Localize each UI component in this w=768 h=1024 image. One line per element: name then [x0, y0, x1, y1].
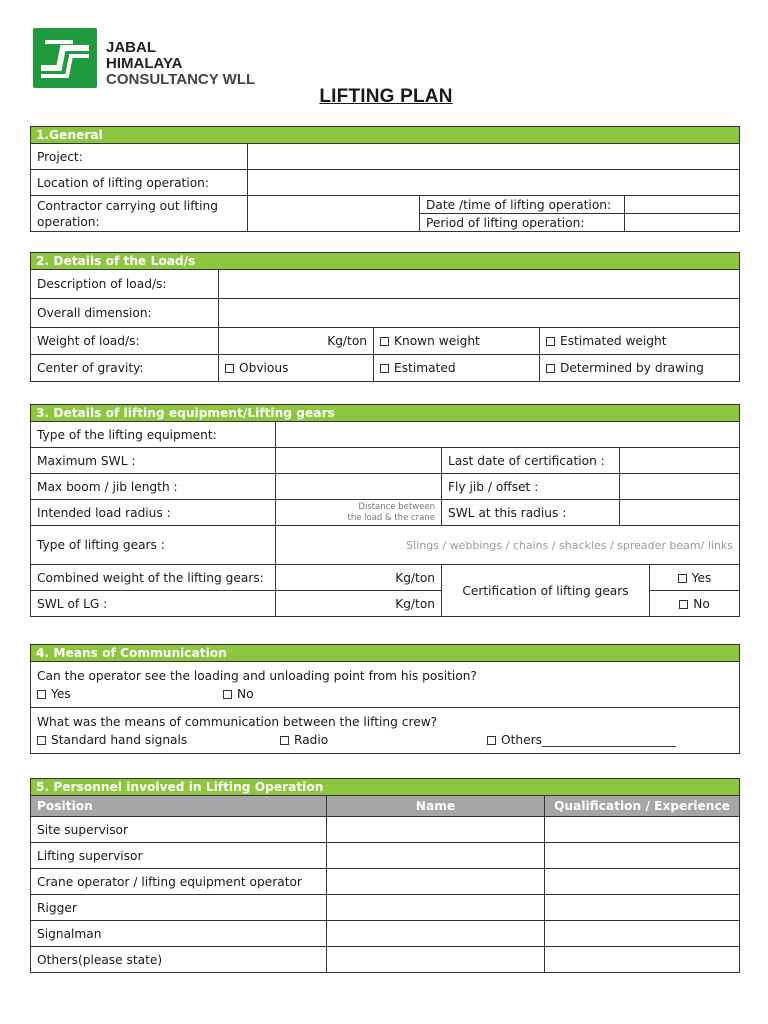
position-cell: Rigger: [31, 895, 327, 921]
table-row: [31, 843, 740, 869]
last-cert-label: Last date of certification :: [442, 448, 620, 474]
radio-label: Radio: [294, 732, 329, 747]
project-label: Project:: [31, 144, 248, 170]
drawing-option[interactable]: [540, 355, 740, 382]
project-field[interactable]: [248, 144, 740, 170]
cog-label: Center of gravity:: [31, 355, 219, 382]
last-cert-field[interactable]: [620, 448, 740, 474]
visibility-question: Can the operator see the loading and unloading point from his position?: [37, 668, 477, 683]
cert-yes-option[interactable]: [650, 565, 740, 591]
table-row: [31, 869, 740, 895]
gears-hint: Slings / webbings / chains / shackles / spreader beam/ links: [406, 539, 734, 552]
position-cell: Others(please state): [31, 947, 327, 973]
section-equipment-header: 3. Details of lifting equipment/Lifting gears: [31, 405, 740, 422]
cert-yes-checkbox[interactable]: [678, 574, 687, 583]
known-weight-label: Known weight: [394, 334, 480, 348]
visibility-yes-label: Yes: [51, 686, 71, 701]
combined-weight-unit: Kg/ton: [395, 570, 435, 585]
position-cell: Signalman: [31, 921, 327, 947]
date-time-field[interactable]: [625, 196, 740, 214]
swl-radius-label: SWL at this radius :: [442, 500, 620, 526]
qualification-field[interactable]: [545, 895, 740, 921]
company-logo-icon: [33, 28, 97, 88]
estimated-weight-option[interactable]: [540, 328, 740, 355]
others-option[interactable]: [487, 733, 676, 747]
visibility-yes-checkbox[interactable]: [37, 690, 46, 699]
fly-jib-field[interactable]: [620, 474, 740, 500]
section-equipment: [30, 404, 740, 617]
hand-signals-checkbox[interactable]: [37, 736, 46, 745]
others-checkbox[interactable]: [487, 736, 496, 745]
description-label: Description of load/s:: [31, 270, 219, 299]
obvious-label: Obvious: [239, 361, 289, 375]
cert-no-label: No: [693, 596, 710, 611]
name-field[interactable]: [327, 869, 545, 895]
position-cell: Crane operator / lifting equipment operator: [31, 869, 327, 895]
drawing-label: Determined by drawing: [560, 361, 704, 375]
gears-label: Type of lifting gears :: [31, 526, 276, 565]
visibility-no-option[interactable]: [223, 687, 254, 701]
period-label: Period of lifting operation:: [420, 214, 625, 232]
position-cell: Lifting supervisor: [31, 843, 327, 869]
estimated-weight-checkbox[interactable]: [546, 337, 555, 346]
equipment-type-field[interactable]: [276, 422, 740, 448]
hand-signals-option[interactable]: [37, 731, 280, 749]
section-load: [30, 252, 740, 382]
known-weight-checkbox[interactable]: [380, 337, 389, 346]
weight-unit: Kg/ton: [327, 334, 367, 348]
swl-radius-field[interactable]: [620, 500, 740, 526]
description-field[interactable]: [219, 270, 740, 299]
cert-gears-label: Certification of lifting gears: [442, 565, 650, 617]
radius-field[interactable]: [276, 500, 442, 526]
hand-signals-label: Standard hand signals: [51, 732, 188, 747]
contractor-field[interactable]: [248, 196, 420, 232]
radio-option[interactable]: [280, 731, 487, 749]
contractor-label: Contractor carrying out lifting operation:: [31, 196, 248, 232]
communication-question: What was the means of communication between the lifting crew?: [37, 714, 438, 729]
combined-weight-label: Combined weight of the lifting gears:: [31, 565, 276, 591]
name-field[interactable]: [327, 947, 545, 973]
visibility-question-block: [31, 662, 740, 708]
radius-hint-line1: Distance between: [358, 501, 435, 512]
table-row: [31, 895, 740, 921]
swl-lg-label: SWL of LG :: [31, 591, 276, 617]
section-general-header: 1.General: [31, 127, 740, 144]
estimated-checkbox[interactable]: [380, 364, 389, 373]
dimension-field[interactable]: [219, 299, 740, 328]
qualification-field[interactable]: [545, 947, 740, 973]
page-title: LIFTING PLAN: [319, 86, 453, 107]
table-row: [31, 947, 740, 973]
drawing-checkbox[interactable]: [546, 364, 555, 373]
cert-no-option[interactable]: [650, 591, 740, 617]
estimated-weight-label: Estimated weight: [560, 334, 667, 348]
qualification-field[interactable]: [545, 843, 740, 869]
cert-no-checkbox[interactable]: [679, 600, 688, 609]
col-name-header: Name: [327, 796, 545, 817]
table-row: [31, 921, 740, 947]
table-row: [31, 817, 740, 843]
company-name: [106, 40, 255, 88]
estimated-label: Estimated: [394, 361, 456, 375]
others-label: Others______________________: [501, 732, 677, 747]
qualification-field[interactable]: [545, 869, 740, 895]
name-field[interactable]: [327, 817, 545, 843]
known-weight-option[interactable]: [374, 328, 540, 355]
max-swl-label: Maximum SWL :: [31, 448, 276, 474]
section-general: [30, 126, 740, 232]
radio-checkbox[interactable]: [280, 736, 289, 745]
communication-question-block: [31, 708, 740, 754]
section-communication-header: 4. Means of Communication: [31, 645, 740, 662]
weight-field[interactable]: [219, 328, 374, 355]
col-position-header: Position: [31, 796, 327, 817]
dimension-label: Overall dimension:: [31, 299, 219, 328]
max-swl-field[interactable]: [276, 448, 442, 474]
col-qualification-header: Qualification / Experience: [545, 796, 740, 817]
location-label: Location of lifting operation:: [31, 170, 248, 196]
radius-hint-line2: the load & the crane: [347, 512, 435, 523]
company-name-line1: JABAL: [106, 39, 157, 56]
location-field[interactable]: [248, 170, 740, 196]
estimated-option[interactable]: [374, 355, 540, 382]
section-communication: [30, 644, 740, 754]
section-load-header: 2. Details of the Load/s: [31, 253, 740, 270]
name-field[interactable]: [327, 921, 545, 947]
qualification-field[interactable]: [545, 921, 740, 947]
name-field[interactable]: [327, 843, 545, 869]
fly-jib-label: Fly jib / offset :: [442, 474, 620, 500]
combined-weight-field[interactable]: [276, 565, 442, 591]
cert-yes-label: Yes: [691, 570, 712, 585]
swl-lg-unit: Kg/ton: [395, 596, 435, 611]
visibility-no-label: No: [237, 686, 254, 701]
radius-label: Intended load radius :: [31, 500, 276, 526]
qualification-field[interactable]: [545, 817, 740, 843]
visibility-no-checkbox[interactable]: [223, 690, 232, 699]
visibility-yes-option[interactable]: [37, 685, 223, 703]
section-personnel-header: 5. Personnel involved in Lifting Operation: [31, 779, 740, 796]
obvious-checkbox[interactable]: [225, 364, 234, 373]
gears-field[interactable]: [276, 526, 740, 565]
position-cell: Site supervisor: [31, 817, 327, 843]
swl-lg-field[interactable]: [276, 591, 442, 617]
boom-field[interactable]: [276, 474, 442, 500]
date-time-label: Date /time of lifting operation:: [420, 196, 625, 214]
period-field[interactable]: [625, 214, 740, 232]
equipment-type-label: Type of the lifting equipment:: [31, 422, 276, 448]
weight-label: Weight of load/s:: [31, 328, 219, 355]
section-personnel: [30, 778, 740, 973]
name-field[interactable]: [327, 895, 545, 921]
boom-label: Max boom / jib length :: [31, 474, 276, 500]
company-name-line2: HIMALAYA: [106, 55, 183, 72]
company-name-line3: CONSULTANCY WLL: [106, 71, 256, 88]
obvious-option[interactable]: [219, 355, 374, 382]
